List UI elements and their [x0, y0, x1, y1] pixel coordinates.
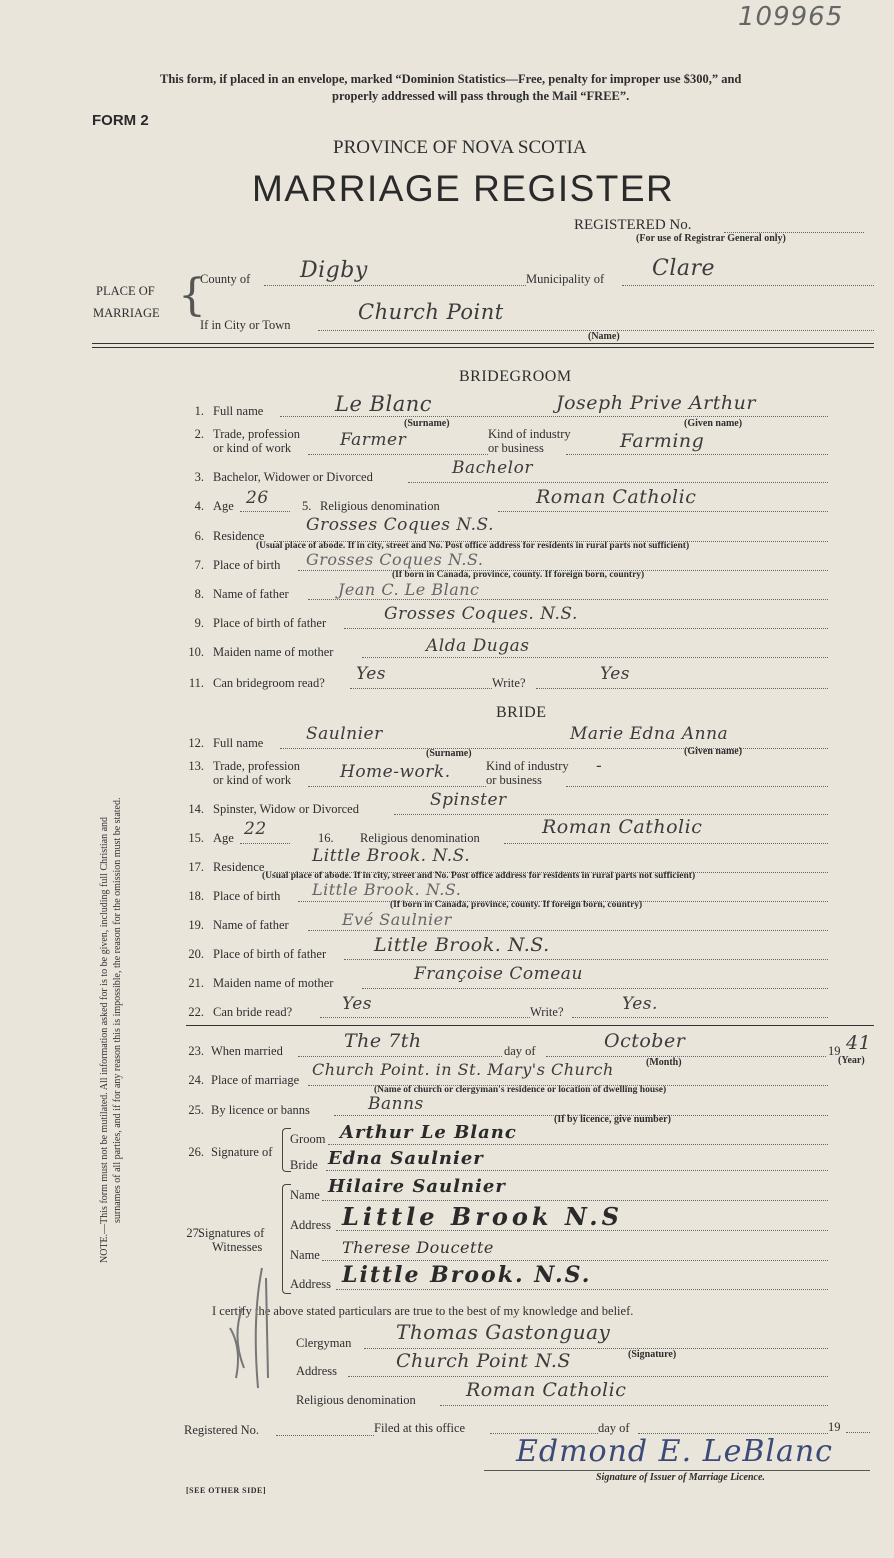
- groom-father-label: Name of father: [213, 587, 289, 601]
- side-note-line1: NOTE.—This form must not be mutilated. All information asked for is to be given, including full Christian and: [99, 816, 110, 1263]
- city-value: Church Point: [358, 300, 504, 324]
- year-caption: (Year): [838, 1055, 865, 1066]
- marriage-label: MARRIAGE: [93, 306, 160, 320]
- bride-heading: BRIDE: [496, 704, 547, 721]
- registered-no-label: REGISTERED No.: [574, 217, 692, 233]
- bride-given-caption: (Given name): [684, 746, 743, 757]
- groom-birth-label: Place of birth: [213, 558, 281, 572]
- form-label: FORM 2: [92, 112, 149, 129]
- bride-read: Yes: [342, 994, 373, 1014]
- footer-filed: Filed at this office: [374, 1421, 466, 1435]
- groom-given-caption: (Given name): [684, 418, 743, 429]
- bridegroom-heading: BRIDEGROOM: [459, 368, 572, 385]
- bride-age: 22: [244, 819, 267, 839]
- groom-father-birth: Grosses Coques. N.S.: [384, 604, 578, 624]
- bride-write-label: Write?: [530, 1005, 564, 1019]
- certify-statement: I certify the above stated particulars are true to the best of my knowledge and belief.: [212, 1304, 634, 1318]
- witness1-address: Little Brook N.S: [342, 1202, 623, 1231]
- bride-age-label: Age: [213, 831, 234, 845]
- witness1-name: Hilaire Saulnier: [328, 1176, 506, 1197]
- groom-birth: Grosses Coques N.S.: [306, 550, 484, 569]
- line-number-21: 21.: [188, 976, 204, 990]
- groom-trade-label1: Trade, profession: [213, 427, 301, 441]
- line-number-24: 24.: [188, 1073, 204, 1087]
- witness-label2: Witnesses: [212, 1240, 263, 1254]
- bride-surname-caption: (Surname): [426, 748, 472, 759]
- witness2-name: Therese Doucette: [342, 1238, 494, 1257]
- bride-birth-label: Place of birth: [213, 889, 281, 903]
- municipality-label: Municipality of: [526, 272, 605, 286]
- place-of-label: PLACE OF: [96, 284, 155, 298]
- groom-industry-label2: or business: [488, 441, 544, 455]
- groom-age: 26: [246, 488, 269, 508]
- municipality-value: Clare: [652, 256, 716, 281]
- marriage-month: October: [604, 1030, 686, 1052]
- signature-caption: (Signature): [628, 1349, 677, 1360]
- bride-industry-label1: Kind of industry: [486, 759, 569, 773]
- groom-sig-label: Groom: [290, 1132, 326, 1146]
- licence-value: Banns: [368, 1094, 424, 1114]
- pencil-mark: [222, 1258, 292, 1398]
- line-number-6: 6.: [194, 529, 204, 543]
- bride-sig-label: Bride: [290, 1158, 318, 1172]
- groom-surname: Le Blanc: [335, 392, 433, 416]
- line-number-27: 27.: [186, 1226, 202, 1240]
- signature-of-label: Signature of: [211, 1145, 273, 1159]
- bride-mother-label: Maiden name of mother: [213, 976, 334, 990]
- bride-father-birth: Little Brook. N.S.: [374, 934, 550, 956]
- see-other-side: [SEE OTHER SIDE]: [186, 1486, 267, 1495]
- bride-father-birth-label: Place of birth of father: [213, 947, 327, 961]
- bride-full-name-label: Full name: [213, 736, 264, 750]
- line-number-19: 19.: [188, 918, 204, 932]
- witness2-address: Little Brook. N.S.: [342, 1262, 592, 1288]
- groom-birth-note: (If born in Canada, province, county. If foreign born, country): [392, 570, 645, 580]
- line-number-20: 20.: [188, 947, 204, 961]
- groom-signature: Arthur Le Blanc: [340, 1122, 517, 1143]
- bride-birth-note: (If born in Canada, province, county. If foreign born, country): [390, 900, 643, 910]
- line-number-22: 22.: [188, 1005, 204, 1019]
- groom-trade-label2: or kind of work: [213, 441, 292, 455]
- name-caption: (Name): [588, 331, 620, 342]
- footer-year: 19: [828, 1420, 841, 1434]
- groom-mother: Alda Dugas: [426, 636, 530, 656]
- day-of-label: day of: [504, 1044, 536, 1058]
- line-number-17: 17.: [188, 860, 204, 874]
- clergyman-signature: Thomas Gastonguay: [396, 1320, 611, 1344]
- bride-surname: Saulnier: [306, 724, 383, 744]
- line-number-11: 11.: [188, 676, 204, 690]
- bride-birth: Little Brook. N.S.: [312, 880, 462, 899]
- bride-residence-label: Residence: [213, 860, 265, 874]
- line-number-18: 18.: [188, 889, 204, 903]
- groom-status: Bachelor: [452, 458, 533, 478]
- footer-registered-no: Registered No.: [184, 1423, 259, 1437]
- bride-read-label: Can bride read?: [213, 1005, 293, 1019]
- city-label: If in City or Town: [200, 318, 291, 332]
- bride-father-label: Name of father: [213, 918, 289, 932]
- w2-address-label: Address: [290, 1277, 331, 1291]
- bride-trade: Home-work.: [340, 762, 451, 782]
- groom-age-label: Age: [213, 499, 234, 513]
- bride-residence-note: (Usual place of abode. If in city, street and No. Post office address for residents in rural parts not sufficient): [262, 871, 696, 881]
- groom-full-name-label: Full name: [213, 404, 264, 418]
- stamp-number: 109965: [738, 2, 844, 32]
- w2-name-label: Name: [290, 1248, 320, 1262]
- groom-given-name: Joseph Prive Arthur: [556, 392, 756, 414]
- line-number-10: 10.: [188, 645, 204, 659]
- bride-residence: Little Brook. N.S.: [312, 846, 471, 866]
- clergyman-label: Clergyman: [296, 1336, 352, 1350]
- groom-industry: Farming: [620, 430, 705, 452]
- registrar-note: (For use of Registrar General only): [636, 233, 786, 244]
- side-note-line2: surnames of all parties, and if for any reason this is impossible, the reason for the omission must be stated.: [112, 797, 123, 1223]
- line-number-14: 14.: [188, 802, 204, 816]
- marriage-year: 41: [846, 1032, 872, 1054]
- clergy-religion: Roman Catholic: [466, 1379, 627, 1401]
- groom-father-birth-label: Place of birth of father: [213, 616, 327, 630]
- groom-write-label: Write?: [492, 676, 526, 690]
- issuer-caption: Signature of Issuer of Marriage Licence.: [596, 1472, 765, 1483]
- when-married-label: When married: [211, 1044, 283, 1058]
- groom-residence-label: Residence: [213, 529, 265, 543]
- line-number-2: 2.: [194, 427, 204, 441]
- bride-write: Yes.: [622, 994, 658, 1014]
- licence-label: By licence or banns: [211, 1103, 310, 1117]
- month-caption: (Month): [646, 1057, 682, 1068]
- groom-religion-label: Religious denomination: [320, 499, 440, 513]
- groom-industry-label1: Kind of industry: [488, 427, 571, 441]
- line-number-7: 7.: [194, 558, 204, 572]
- bride-industry-label2: or business: [486, 773, 542, 787]
- licence-note: (If by licence, give number): [554, 1114, 671, 1125]
- witness-label1: Signatures of: [198, 1226, 265, 1240]
- w1-address-label: Address: [290, 1218, 331, 1232]
- place-of-marriage-label: Place of marriage: [211, 1073, 300, 1087]
- line-number-3: 3.: [194, 470, 204, 484]
- clergy-address-label: Address: [296, 1364, 337, 1378]
- year-prefix: 19: [828, 1044, 841, 1058]
- place-of-marriage: Church Point. in St. Mary's Church: [312, 1060, 614, 1079]
- line-number-4: 4.: [194, 499, 204, 513]
- bride-religion: Roman Catholic: [542, 816, 703, 838]
- bride-signature: Edna Saulnier: [328, 1148, 484, 1169]
- bride-religion-label: Religious denomination: [360, 831, 480, 845]
- groom-read: Yes: [356, 664, 387, 684]
- county-value: Digby: [300, 258, 368, 283]
- issuer-signature: Edmond E. LeBlanc: [516, 1434, 833, 1469]
- line-number-25: 25.: [188, 1103, 204, 1117]
- side-note: [98, 613, 124, 1263]
- bride-trade-label2: or kind of work: [213, 773, 292, 787]
- bride-mother: Françoise Comeau: [414, 964, 583, 984]
- w1-name-label: Name: [290, 1188, 320, 1202]
- bride-status: Spinster: [430, 790, 507, 810]
- line-number-16: 16.: [318, 831, 334, 845]
- line-number-26: 26.: [188, 1145, 204, 1159]
- groom-residence-note: (Usual place of abode. If in city, street and No. Post office address for residents in rural parts not sufficient): [256, 541, 690, 551]
- line-number-8: 8.: [194, 587, 204, 601]
- mail-notice-line2: properly addressed will pass through the Mail “FREE”.: [332, 89, 630, 103]
- groom-status-label: Bachelor, Widower or Divorced: [213, 470, 373, 484]
- line-number-12: 12.: [188, 736, 204, 750]
- groom-religion: Roman Catholic: [536, 486, 697, 508]
- line-number-15: 15.: [188, 831, 204, 845]
- county-label: County of: [200, 272, 251, 286]
- mail-notice-line1: This form, if placed in an envelope, marked “Dominion Statistics—Free, penalty for improper use $300,” and: [160, 72, 742, 86]
- marriage-day: The 7th: [344, 1030, 422, 1052]
- line-number-13: 13.: [188, 759, 204, 773]
- place-note: (Name of church or clergyman's residence or location of dwelling house): [374, 1085, 667, 1095]
- clergy-religion-label: Religious denomination: [296, 1393, 416, 1407]
- groom-write: Yes: [600, 664, 631, 684]
- form-title: MARRIAGE REGISTER: [252, 168, 675, 209]
- bride-industry: -: [596, 756, 603, 776]
- groom-read-label: Can bridegroom read?: [213, 676, 325, 690]
- bride-father: Evé Saulnier: [342, 910, 452, 929]
- groom-mother-label: Maiden name of mother: [213, 645, 334, 659]
- groom-trade: Farmer: [340, 430, 407, 450]
- clergy-address: Church Point N.S: [396, 1350, 571, 1372]
- line-number-1: 1.: [194, 404, 204, 418]
- line-number-5: 5.: [302, 499, 312, 513]
- bride-given-name: Marie Edna Anna: [570, 724, 729, 744]
- bride-trade-label1: Trade, profession: [213, 759, 301, 773]
- groom-father: Jean C. Le Blanc: [338, 580, 480, 599]
- bride-status-label: Spinster, Widow or Divorced: [213, 802, 359, 816]
- groom-residence: Grosses Coques N.S.: [306, 515, 494, 535]
- line-number-23: 23.: [188, 1044, 204, 1058]
- province-heading: PROVINCE OF NOVA SCOTIA: [333, 137, 587, 158]
- groom-surname-caption: (Surname): [404, 418, 450, 429]
- line-number-9: 9.: [194, 616, 204, 630]
- footer-day-of: day of: [598, 1421, 630, 1435]
- place-brace: {: [178, 270, 206, 321]
